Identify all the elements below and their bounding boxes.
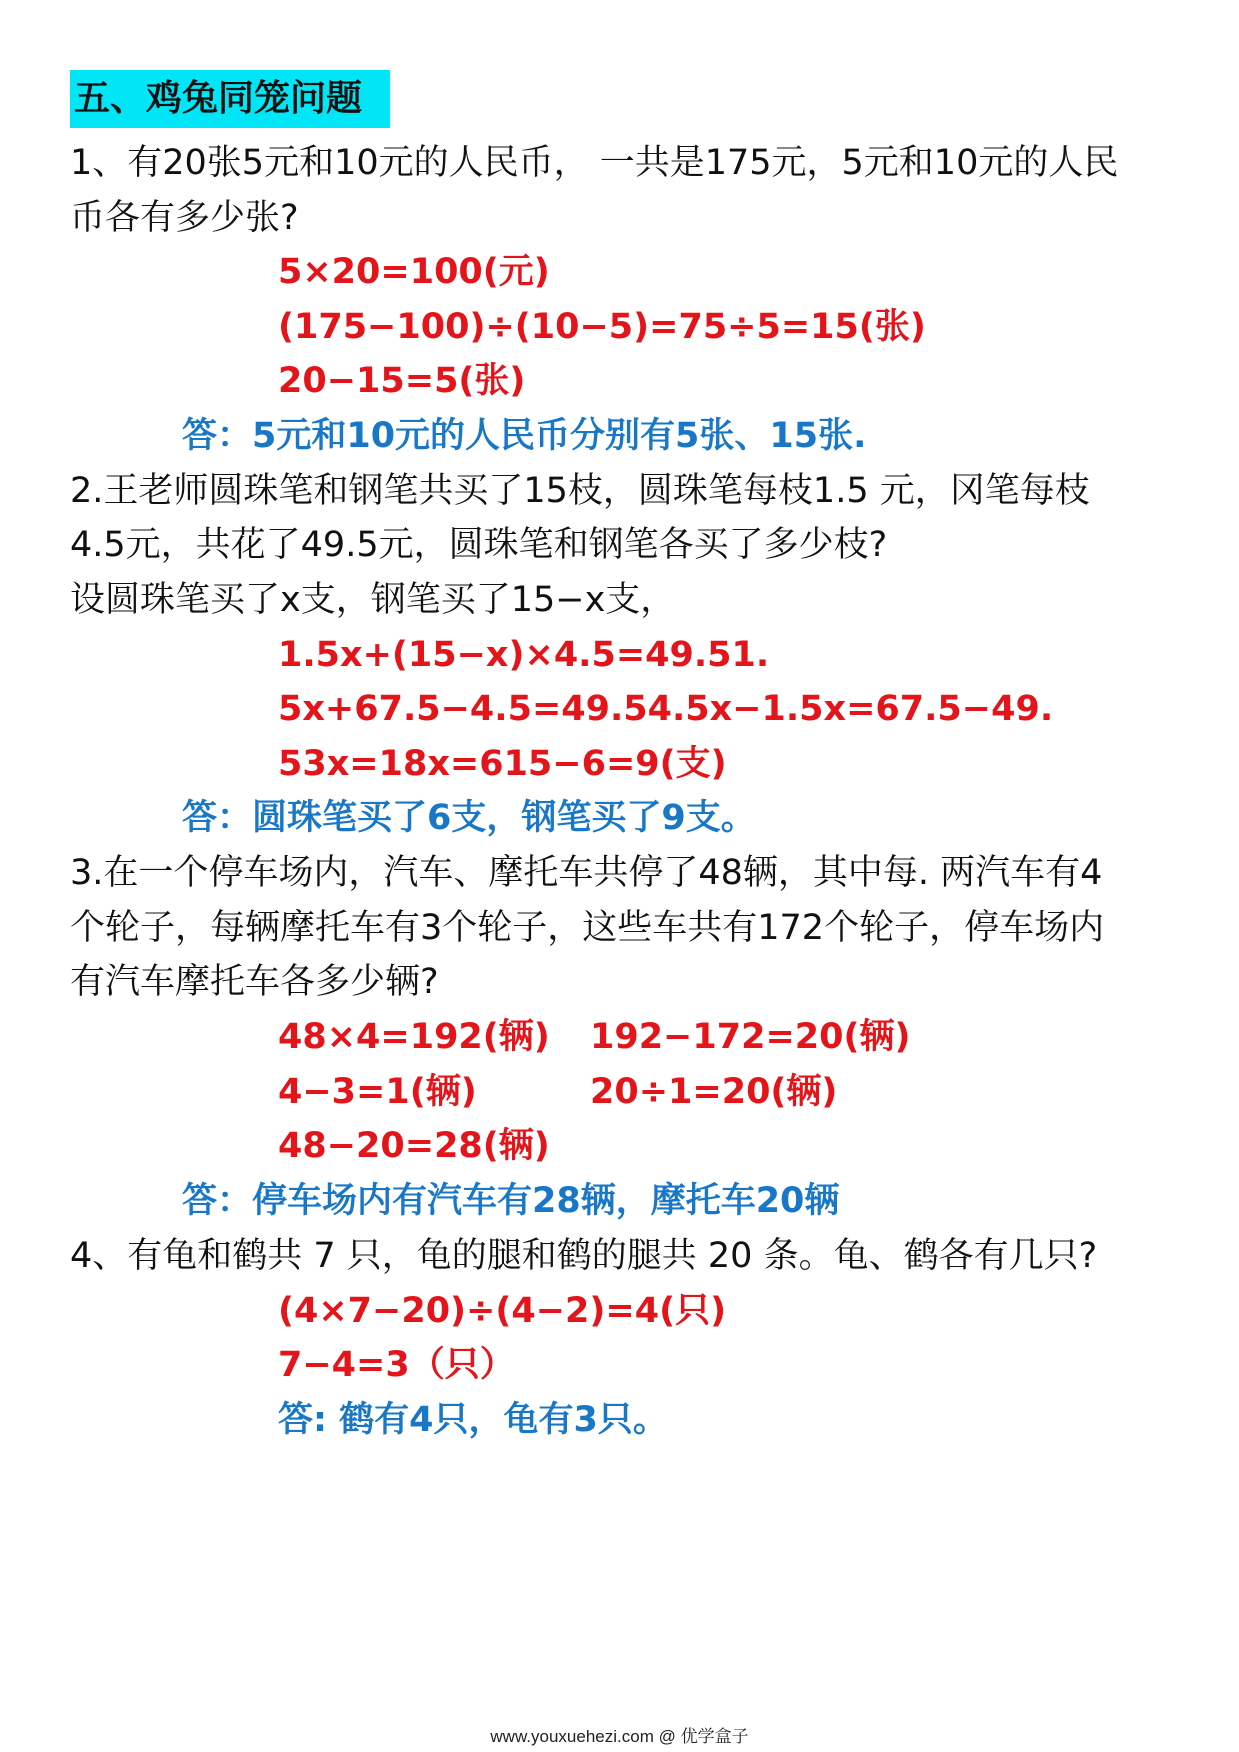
problem-3-step-4: 20÷1=20(辆) xyxy=(590,1072,838,1112)
problem-1-text-line-2: 币各有多少张? xyxy=(70,198,299,238)
problem-4-step-1: (4×7−20)÷(4−2)=4(只) xyxy=(278,1291,727,1331)
problem-1-answer: 答：5元和10元的人民币分别有5张、15张. xyxy=(182,416,867,456)
problem-4-step-2: 7−4=3（只） xyxy=(278,1345,515,1385)
problem-2-answer: 答：圆珠笔买了6支，钢笔买了9支。 xyxy=(182,798,756,838)
problem-2-text-line-2: 4.5元，共花了49.5元，圆珠笔和钢笔各买了多少枝? xyxy=(70,525,888,565)
problem-3-step-5: 48−20=28(辆) xyxy=(278,1126,550,1166)
problem-1-text-line-1: 1、有20张5元和10元的人民币， 一共是175元，5元和10元的人民 xyxy=(70,143,1119,183)
problem-1-step-1: 5×20=100(元) xyxy=(278,252,550,292)
problem-1-step-2: (175−100)÷(10−5)=75÷5=15(张) xyxy=(278,307,926,347)
problem-4-text-line-1: 4、有龟和鹤共 7 只，龟的腿和鹤的腿共 20 条。龟、鹤各有几只? xyxy=(70,1236,1098,1276)
problem-3-text-line-2: 个轮子，每辆摩托车有3个轮子，这些车共有172个轮子，停车场内 xyxy=(70,908,1105,948)
problem-3-step-3: 4−3=1(辆) xyxy=(278,1072,477,1112)
problem-2-step-3: 53x=18x=615−6=9(支) xyxy=(278,744,727,784)
problem-3-step-2: 192−172=20(辆) xyxy=(590,1017,911,1057)
problem-1-step-3: 20−15=5(张) xyxy=(278,361,526,401)
problem-2-step-1: 1.5x+(15−x)×4.5=49.51. xyxy=(278,635,770,675)
problem-3-step-1: 48×4=192(辆) xyxy=(278,1017,550,1057)
problem-4-answer: 答: 鹤有4只，龟有3只。 xyxy=(278,1400,668,1440)
problem-2-text-line-1: 2.王老师圆珠笔和钢笔共买了15枝，圆珠笔每枝1.5 元，冈笔每枝 xyxy=(70,471,1090,511)
problem-3-text-line-3: 有汽车摩托车各多少辆? xyxy=(70,962,439,1002)
section-title: 五、鸡兔同笼问题 xyxy=(70,70,390,128)
problem-3-text-line-1: 3.在一个停车场内，汽车、摩托车共停了48辆，其中每. 两汽车有4 xyxy=(70,853,1103,893)
problem-3-answer: 答：停车场内有汽车有28辆，摩托车20辆 xyxy=(182,1181,840,1221)
problem-2-step-2: 5x+67.5−4.5=49.54.5x−1.5x=67.5−49. xyxy=(278,689,1054,729)
problem-2-text-line-3: 设圆珠笔买了x支，钢笔买了15−x支， xyxy=(70,580,676,620)
footer-watermark: www.youxuehezi.com @ 优学盒子 xyxy=(490,1727,749,1746)
